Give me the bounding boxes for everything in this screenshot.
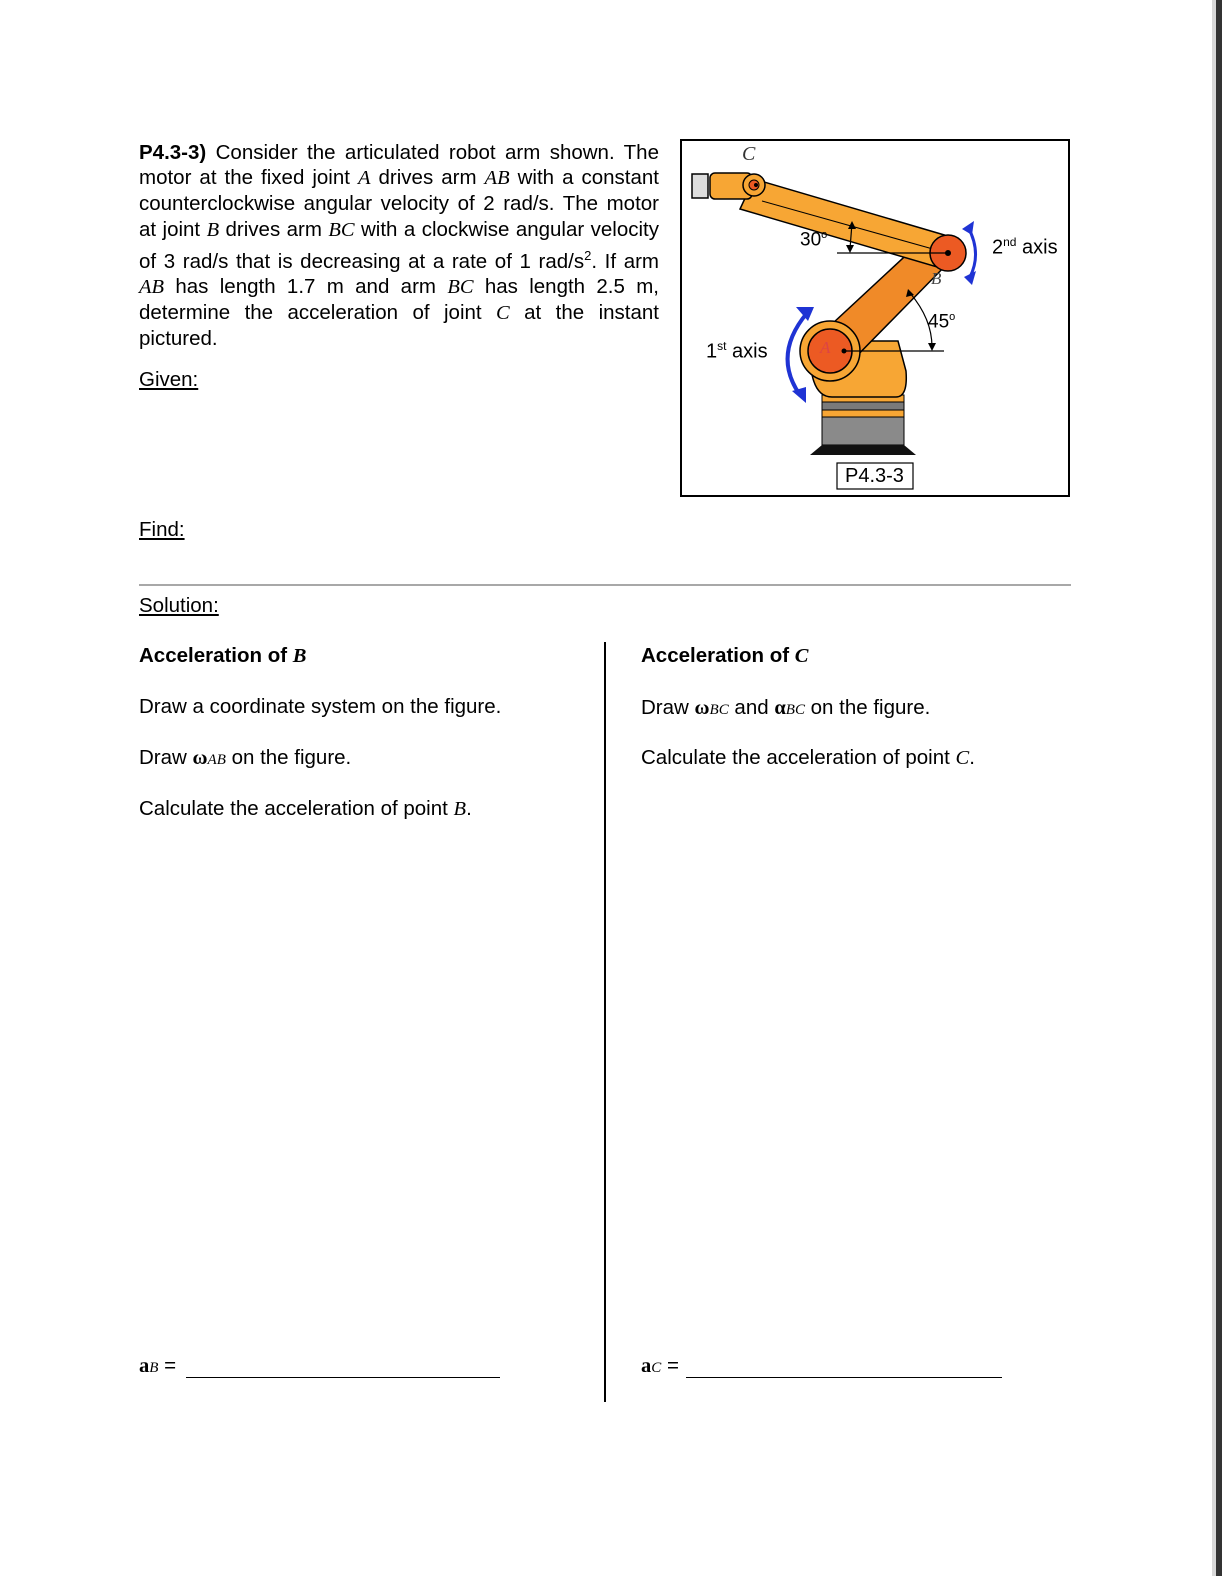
- var-bc: BC: [328, 218, 355, 241]
- problem-text: with a clockwise angular velocity of 3 rad/s that is decreasing at a rate of 1 rad/s: [139, 217, 659, 273]
- answer-a-b: [139, 1354, 176, 1378]
- right-step-2: [641, 746, 975, 770]
- label-b: B: [931, 269, 942, 288]
- axis-word: axis: [726, 340, 768, 363]
- angle-45-label: [928, 311, 955, 333]
- left-step-3: [139, 797, 472, 821]
- problem-statement: [139, 140, 659, 351]
- base-foot: [810, 445, 916, 455]
- divider-vertical: [604, 642, 606, 1402]
- var-ab: AB: [484, 167, 510, 190]
- heading-text: Acceleration of: [641, 644, 795, 667]
- omega-symbol: ω: [192, 747, 208, 769]
- step-text: .: [466, 797, 472, 820]
- solution-label: Solution:: [139, 594, 219, 617]
- answer-a-c-line[interactable]: [686, 1377, 1002, 1378]
- axis-number: 2: [992, 236, 1004, 259]
- step-text: Draw: [641, 696, 695, 719]
- first-axis-label: [706, 339, 768, 364]
- heading-var: C: [794, 645, 809, 667]
- angle-30-arrowhead: [846, 245, 854, 253]
- right-step-1: [641, 696, 930, 720]
- label-a: A: [820, 338, 831, 357]
- subscript: BC: [709, 702, 729, 718]
- problem-text: at the instant pictured.: [139, 301, 659, 351]
- subscript: C: [651, 1360, 662, 1376]
- var-c: C: [496, 302, 510, 325]
- step-text: .: [969, 746, 975, 769]
- accel-symbol: a: [641, 1355, 652, 1377]
- first-axis-arrowhead-top: [796, 307, 814, 321]
- omega-symbol: ω: [694, 697, 710, 719]
- second-axis-label: [992, 235, 1058, 260]
- robot-arm-drawing: [682, 141, 1068, 495]
- problem-text: drives arm: [370, 166, 485, 190]
- equals-sign: =: [661, 1354, 679, 1377]
- step-text: on the figure.: [804, 696, 931, 719]
- step-text: Calculate the acceleration of point: [641, 746, 956, 769]
- arm-bc: [740, 179, 958, 269]
- step-text: on the figure.: [225, 746, 352, 769]
- step-text: and: [728, 696, 775, 719]
- step-text: Draw: [139, 746, 193, 769]
- given-label: Given:: [139, 368, 199, 391]
- problem-id: P4.3-3): [139, 141, 207, 164]
- answer-a-b-line[interactable]: [186, 1377, 500, 1378]
- second-axis-arrowhead-top: [962, 221, 974, 235]
- var-c: C: [955, 747, 970, 769]
- figure-caption: P4.3-3: [845, 465, 904, 487]
- page-edge: [1216, 0, 1222, 1576]
- angle-45-value: 45: [928, 311, 950, 333]
- problem-text: with a constant counterclockwise angular velocity of 2 rad/s. The motor at joint: [139, 166, 659, 241]
- superscript: nd: [1003, 235, 1017, 249]
- problem-text: drives arm: [219, 217, 329, 241]
- second-axis-arrowhead-bottom: [964, 271, 976, 285]
- subscript: B: [149, 1360, 159, 1376]
- angle-30-value: 30: [800, 229, 822, 251]
- accel-symbol: a: [139, 1355, 150, 1377]
- base-stripe-grey: [822, 402, 904, 410]
- heading-text: Acceleration of: [139, 644, 293, 667]
- superscript: st: [717, 339, 727, 353]
- problem-text: has length 2.5 m, determine the acceleration of joint: [139, 274, 659, 325]
- divider-horizontal: [139, 584, 1071, 586]
- right-heading: [641, 644, 808, 668]
- label-c: C: [742, 143, 756, 165]
- problem-text: Consider the articulated robot arm shown. The motor at the fixed joint: [139, 141, 659, 190]
- axis-number: 1: [706, 340, 718, 363]
- left-step-1: Draw a coordinate system on the figure.: [139, 695, 502, 718]
- angle-45-arrowhead: [928, 343, 936, 351]
- answer-a-c: [641, 1354, 679, 1378]
- heading-var: B: [292, 645, 307, 667]
- var-b: B: [453, 798, 467, 820]
- var-b: B: [206, 218, 220, 241]
- subscript: BC: [785, 702, 805, 718]
- subscript: AB: [207, 752, 226, 768]
- var-a: A: [357, 167, 371, 190]
- axis-word: axis: [1016, 236, 1058, 259]
- find-label: Find:: [139, 518, 185, 541]
- base-block: [822, 417, 904, 445]
- joint-c-dot: [754, 183, 758, 187]
- var-bc: BC: [447, 275, 474, 298]
- alpha-symbol: α: [774, 697, 786, 719]
- degree-symbol: o: [821, 229, 828, 241]
- superscript: 2: [584, 247, 592, 263]
- step-text: Calculate the acceleration of point: [139, 797, 454, 820]
- var-ab: AB: [139, 275, 165, 298]
- robot-arm-figure: [680, 139, 1070, 497]
- problem-text: . If arm: [591, 249, 659, 273]
- degree-symbol: o: [949, 311, 956, 323]
- equals-sign: =: [158, 1354, 177, 1377]
- left-step-2: [139, 746, 351, 770]
- angle-30-label: [800, 229, 827, 251]
- base-stripe-orange: [822, 410, 904, 417]
- problem-text: has length 1.7 m and arm: [164, 274, 448, 298]
- gripper: [692, 174, 708, 198]
- left-heading: [139, 644, 306, 668]
